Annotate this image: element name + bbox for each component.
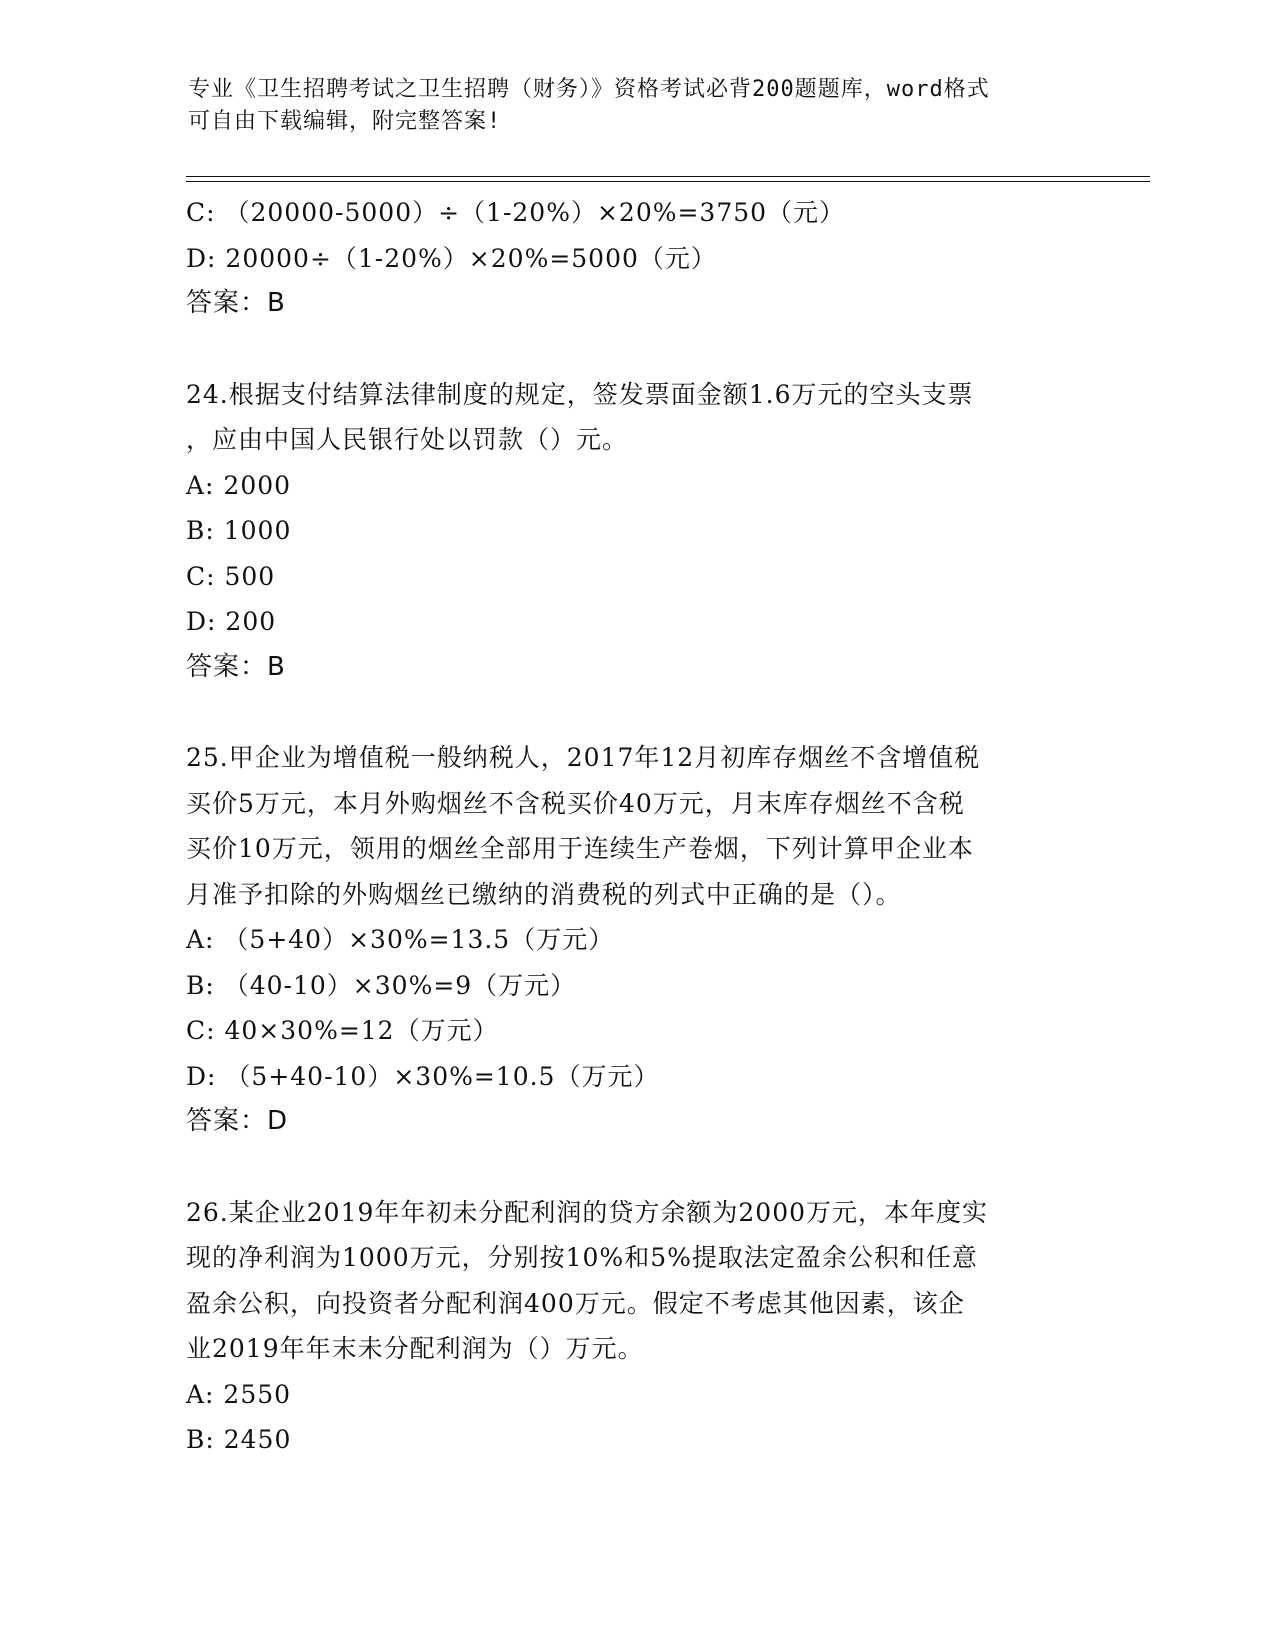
question-26	[186, 1190, 1086, 1463]
option-c: C: 40×30%=12（万元）	[186, 1016, 499, 1045]
header-divider-bottom	[186, 181, 1150, 182]
answer-line: 答案：D	[186, 1106, 289, 1136]
option-b: B: 1000	[186, 516, 292, 545]
document-header	[188, 74, 1068, 138]
question-text-line: 25.甲企业为增值税一般纳税人，2017年12月初库存烟丝不含增值税	[186, 743, 981, 772]
spacer	[186, 1145, 1086, 1190]
question-25	[186, 735, 1086, 1145]
option-a: A: （5+40）×30%=13.5（万元）	[186, 925, 615, 954]
question-text-line: 买价5万元，本月外购烟丝不含税买价40万元，月末库存烟丝不含税	[186, 788, 965, 818]
answer-line: 答案：B	[186, 288, 286, 318]
question-content	[186, 190, 1086, 1463]
question-24	[186, 372, 1086, 691]
question-text-line: 26.某企业2019年年初未分配利润的贷方余额为2000万元，本年度实	[186, 1197, 989, 1227]
option-c: C: 500	[186, 561, 276, 591]
option-b: B: 2450	[186, 1425, 292, 1454]
question-text-line: 盈余公积，向投资者分配利润400万元。假定不考虑其他因素，该企	[186, 1288, 965, 1318]
option-d: D: 20000÷（1-20%）×20%=5000（元）	[186, 243, 717, 273]
question-text-line: 买价10万元，领用的烟丝全部用于连续生产卷烟，下列计算甲企业本	[186, 834, 974, 863]
option-b: B: （40-10）×30%=9（万元）	[186, 970, 577, 1000]
option-d: D: 200	[186, 607, 277, 636]
option-c: C: （20000-5000）÷（1-20%）×20%=3750（元）	[186, 198, 846, 227]
answer-line: 答案：B	[186, 651, 286, 682]
header-line-1: 专业《卫生招聘考试之卫生招聘（财务）》资格考试必背200题题库，word格式	[188, 77, 990, 102]
option-a: A: 2000	[186, 470, 292, 500]
option-a: A: 2550	[186, 1379, 292, 1409]
spacer	[186, 327, 1086, 372]
question-text-line: ，应由中国人民银行处以罚款（）元。	[186, 425, 629, 454]
question-text-line: 现的净利润为1000万元，分别按10%和5%提取法定盈余公积和任意	[186, 1243, 978, 1272]
question-text-line: 业2019年年末未分配利润为（）万元。	[186, 1334, 644, 1363]
question-text-line: 24.根据支付结算法律制度的规定，签发票面金额1.6万元的空头支票	[186, 379, 974, 409]
spacer	[186, 690, 1086, 735]
header-divider-top	[186, 176, 1150, 177]
question-text-line: 月准予扣除的外购烟丝已缴纳的消费税的列式中正确的是（）。	[186, 879, 902, 909]
option-d: D: （5+40-10）×30%=10.5（万元）	[186, 1061, 660, 1091]
header-line-2: 可自由下载编辑，附完整答案!	[188, 109, 502, 134]
previous-question-tail	[186, 190, 1086, 327]
